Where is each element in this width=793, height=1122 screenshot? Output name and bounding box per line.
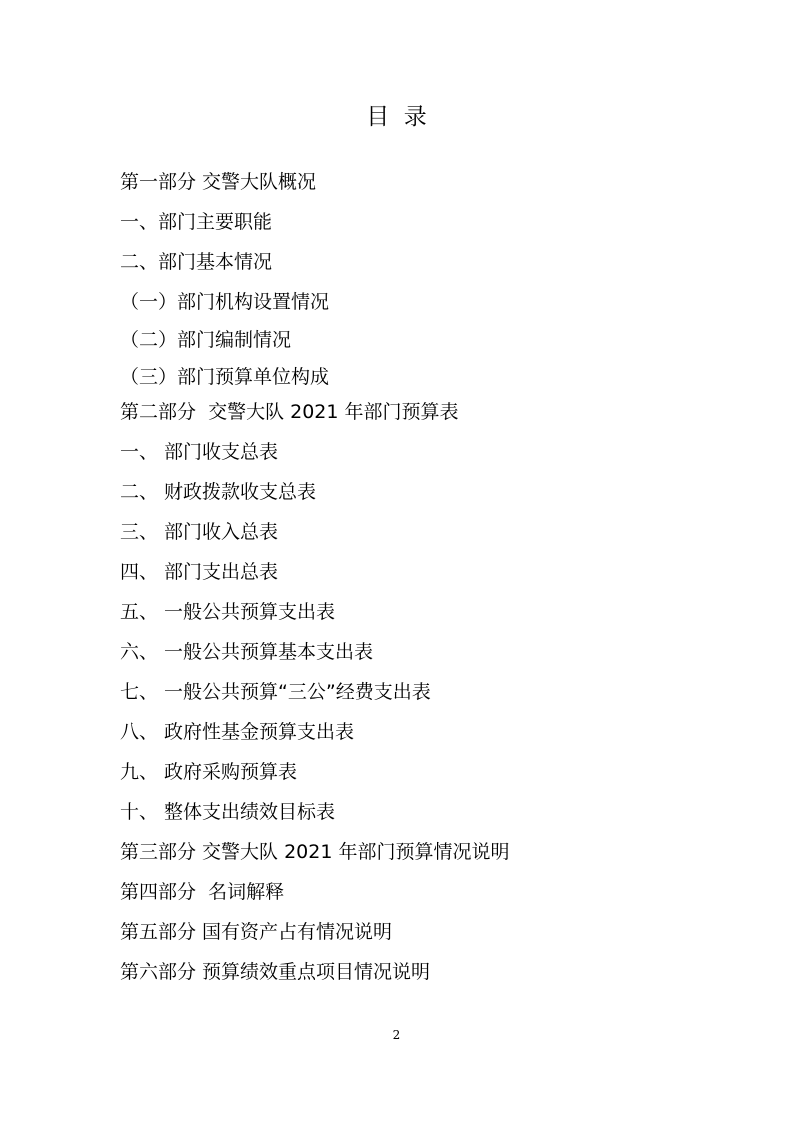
toc-item: 五、 一般公共预算支出表 (120, 601, 336, 623)
toc-item: 一、部门主要职能 (120, 211, 273, 233)
page-title: 目 录 (366, 104, 427, 130)
toc-item: 二、部门基本情况 (120, 251, 273, 273)
page-number: 2 (392, 1028, 401, 1042)
toc-item: 八、 政府性基金预算支出表 (120, 721, 355, 743)
toc-item: 九、 政府采购预算表 (120, 761, 298, 783)
toc-item: 十、 整体支出绩效目标表 (120, 801, 336, 823)
toc-item: 第三部分 交警大队 2021 年部门预算情况说明 (120, 841, 510, 863)
table-of-contents (120, 166, 509, 996)
toc-item: 三、 部门收入总表 (120, 521, 279, 543)
toc-item: （一）部门机构设置情况 (120, 291, 330, 313)
toc-item: 第五部分 国有资产占有情况说明 (120, 921, 393, 943)
toc-item: 一、 部门收支总表 (120, 441, 279, 463)
toc-item: 七、 一般公共预算“三公”经费支出表 (120, 681, 431, 703)
toc-item: 第六部分 预算绩效重点项目情况说明 (120, 961, 431, 983)
toc-item: （三）部门预算单位构成 (120, 366, 330, 388)
toc-item: 第一部分 交警大队概况 (120, 171, 317, 193)
toc-item: 四、 部门支出总表 (120, 561, 279, 583)
toc-item: 二、 财政拨款收支总表 (120, 481, 317, 503)
toc-item: 六、 一般公共预算基本支出表 (120, 641, 374, 663)
toc-item: （二）部门编制情况 (120, 329, 292, 351)
toc-item: 第二部分 交警大队 2021 年部门预算表 (120, 401, 459, 423)
toc-item: 第四部分 名词解释 (120, 881, 285, 903)
